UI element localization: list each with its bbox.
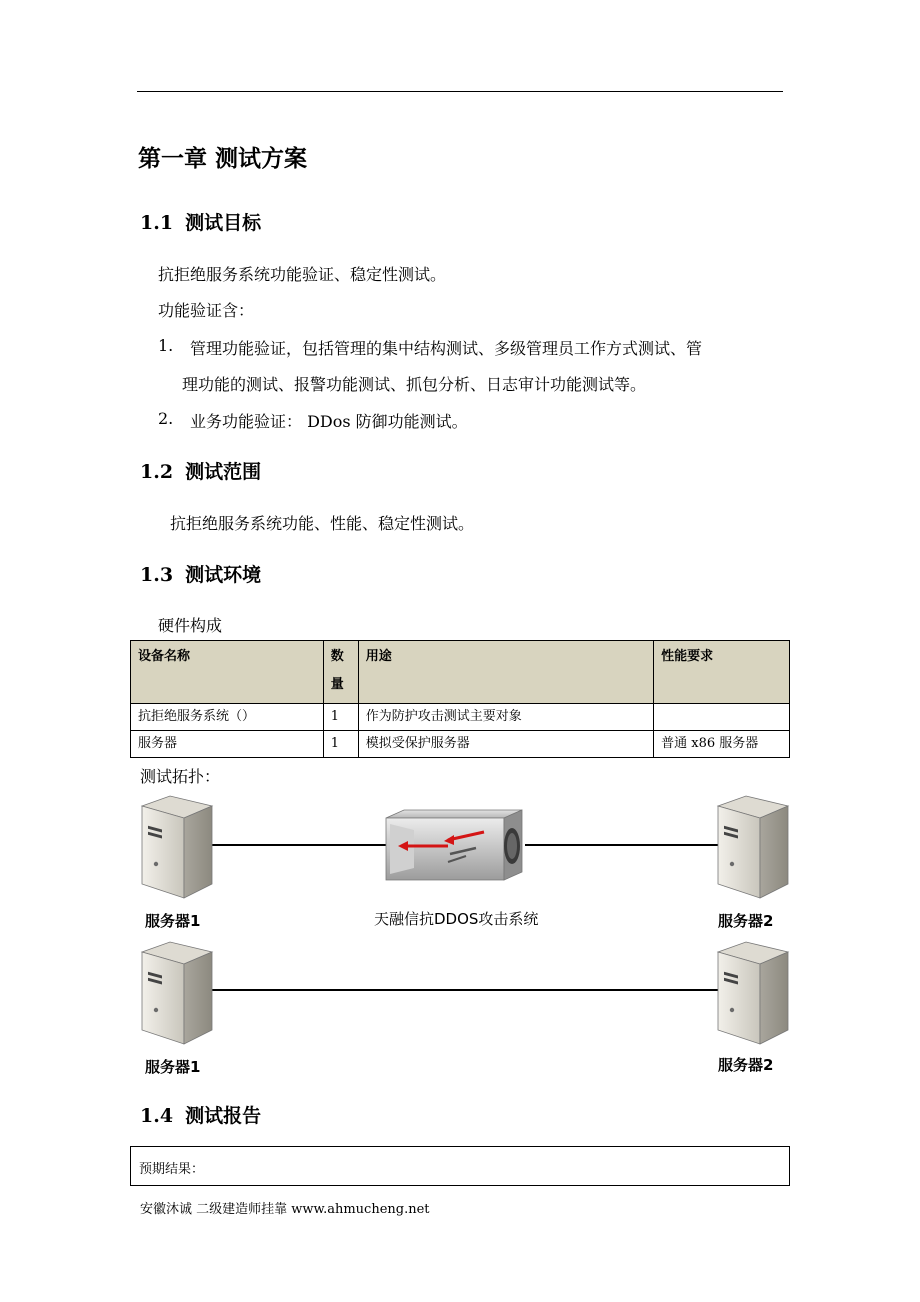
list-item-number: 1.: [158, 336, 174, 355]
header-rule: [137, 91, 783, 92]
page-footer: 安徽沐诚 二级建造师挂靠 www.ahmucheng.net: [140, 1202, 430, 1217]
chapter-title: 第一章 测试方案: [138, 146, 308, 172]
server-icon: [710, 796, 790, 898]
hardware-table: [130, 640, 790, 758]
list-item-text: 管理功能验证，包括管理的集中结构测试、多级管理员工作方式测试、管: [190, 339, 703, 358]
section-title: 测试目标: [185, 212, 262, 234]
cell-quantity: 1: [323, 731, 358, 758]
cell-requirement: [654, 704, 790, 731]
hardware-label: 硬件构成: [158, 616, 223, 635]
section-heading-scope: [140, 457, 261, 484]
section-heading-environment: [140, 560, 261, 587]
section-title: 测试环境: [185, 564, 262, 586]
cell-requirement: 普通 x86 服务器: [654, 731, 790, 758]
section-number: 1.4: [140, 1105, 174, 1127]
report-box: [130, 1146, 790, 1186]
server2-caption: 服务器2: [718, 1056, 774, 1074]
header-requirements: 性能要求: [654, 641, 790, 704]
ddos-system-caption: 天融信抗DDOS攻击系统: [374, 910, 539, 928]
section-title: 测试报告: [185, 1105, 262, 1127]
goal-includes-label: 功能验证含：: [158, 301, 255, 320]
cell-quantity: 1: [323, 704, 358, 731]
list-item-text-continued: 理功能的测试、报警功能测试、抓包分析、日志审计功能测试等。: [182, 375, 647, 394]
scope-text: 抗拒绝服务系统功能、性能、稳定性测试。: [170, 514, 475, 533]
section-number: 1.3: [140, 564, 174, 586]
list-item-number: 2.: [158, 409, 174, 428]
section-title: 测试范围: [185, 461, 262, 483]
cell-purpose: 作为防护攻击测试主要对象: [358, 704, 653, 731]
server2-caption: 服务器2: [718, 912, 774, 930]
header-quantity: 数量: [323, 641, 358, 704]
topology-label: 测试拓扑：: [140, 767, 221, 786]
section-number: 1.1: [140, 212, 174, 234]
cell-device: 服务器: [131, 731, 324, 758]
section-heading-report: [140, 1101, 261, 1128]
table-row: [131, 704, 790, 731]
cell-purpose: 模拟受保护服务器: [358, 731, 653, 758]
list-item-text: 业务功能验证： DDos 防御功能测试。: [190, 412, 468, 431]
table-row: [131, 731, 790, 758]
server-icon: [134, 942, 214, 1044]
header-purpose: 用途: [358, 641, 653, 704]
server1-caption: 服务器1: [145, 1058, 201, 1076]
ddos-appliance-icon: [386, 810, 522, 880]
section-heading-goal: [140, 208, 261, 235]
server-icon: [710, 942, 790, 1044]
header-device-name: 设备名称: [131, 641, 324, 704]
server-icon: [134, 796, 214, 898]
table-header-row: [131, 641, 790, 704]
expected-result-label: 预期结果：: [139, 1162, 205, 1177]
section-number: 1.2: [140, 461, 174, 483]
goal-summary: 抗拒绝服务系统功能验证、稳定性测试。: [158, 265, 447, 284]
cell-device: 抗拒绝服务系统（）: [131, 704, 324, 731]
server1-caption: 服务器1: [145, 912, 201, 930]
topology-diagram: [130, 790, 790, 1090]
